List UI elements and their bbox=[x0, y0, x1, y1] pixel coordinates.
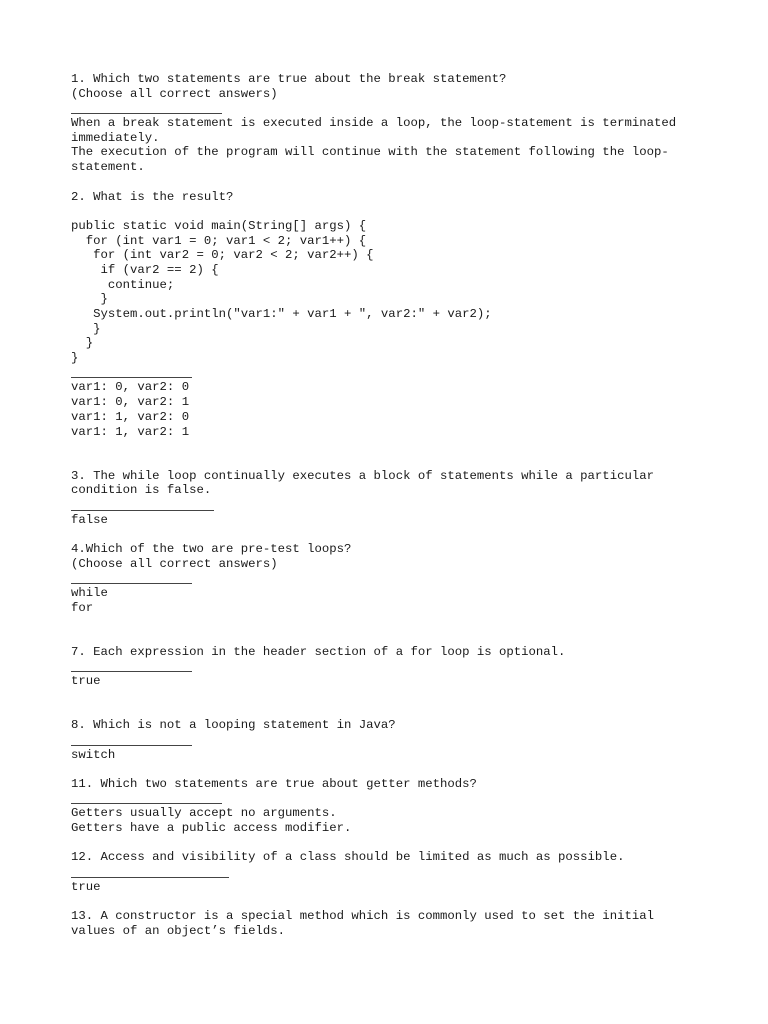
question-1-note: (Choose all correct answers) bbox=[71, 86, 278, 101]
answer-divider bbox=[71, 101, 711, 116]
answer-divider bbox=[71, 792, 711, 807]
question-3-text: condition is false. bbox=[71, 483, 212, 498]
answer-line: immediately. bbox=[71, 130, 160, 145]
answer-line: for bbox=[71, 600, 94, 615]
question-4 bbox=[71, 542, 711, 615]
answer-line: When a break statement is executed inside a loop, the loop-statement is terminated bbox=[71, 116, 677, 131]
question-4-text: 4.Which of the two are pre-test loops? bbox=[71, 542, 352, 556]
quiz-document bbox=[71, 72, 711, 939]
code-line: } bbox=[71, 292, 108, 307]
answer-line: while bbox=[71, 586, 108, 601]
code-line: for (int var1 = 0; var1 < 2; var1++) { bbox=[71, 233, 367, 248]
question-4-note: (Choose all correct answers) bbox=[71, 556, 278, 571]
question-2 bbox=[71, 190, 711, 440]
question-3 bbox=[71, 469, 711, 528]
answer-line: false bbox=[71, 512, 108, 527]
answer-line: true bbox=[71, 674, 101, 689]
question-12 bbox=[71, 850, 711, 894]
question-7 bbox=[71, 645, 711, 689]
answer-line: var1: 0, var2: 0 bbox=[71, 380, 190, 395]
answer-line: Getters have a public access modifier. bbox=[71, 821, 352, 836]
answer-line: true bbox=[71, 879, 101, 894]
question-13-text: values of an object’s fields. bbox=[71, 923, 286, 938]
answer-line: var1: 1, var2: 1 bbox=[71, 424, 190, 439]
question-13-text: 13. A constructor is a special method which is commonly used to set the initial bbox=[71, 909, 654, 924]
answer-line: The execution of the program will continue with the statement following the loop- bbox=[71, 145, 669, 160]
question-13 bbox=[71, 909, 711, 938]
code-line: } bbox=[71, 351, 79, 366]
answer-line: var1: 1, var2: 0 bbox=[71, 409, 190, 424]
answer-divider bbox=[71, 498, 711, 513]
question-8 bbox=[71, 718, 711, 762]
question-7-text: 7. Each expression in the header section of a for loop is optional. bbox=[71, 644, 566, 659]
answer-divider bbox=[71, 571, 711, 586]
question-12-text: 12. Access and visibility of a class should be limited as much as possible. bbox=[71, 850, 625, 865]
question-11 bbox=[71, 777, 711, 836]
answer-divider bbox=[71, 366, 711, 381]
question-1-text: 1. Which two statements are true about the break statement? bbox=[71, 72, 507, 86]
code-line: System.out.println("var1:" + var1 + ", var2:" + var2); bbox=[71, 307, 492, 321]
code-line: continue; bbox=[71, 277, 175, 292]
answer-divider bbox=[71, 865, 711, 880]
answer-line: Getters usually accept no arguments. bbox=[71, 806, 337, 821]
answer-line: var1: 0, var2: 1 bbox=[71, 395, 190, 410]
code-line: for (int var2 = 0; var2 < 2; var2++) { bbox=[71, 248, 374, 263]
answer-divider bbox=[71, 733, 711, 748]
question-2-text: 2. What is the result? bbox=[71, 189, 234, 204]
question-3-text: 3. The while loop continually executes a block of statements while a particular bbox=[71, 468, 654, 483]
question-8-text: 8. Which is not a looping statement in Java? bbox=[71, 718, 396, 733]
code-line: if (var2 == 2) { bbox=[71, 262, 219, 277]
code-line: public static void main(String[] args) { bbox=[71, 218, 367, 233]
answer-line: switch bbox=[71, 747, 116, 762]
code-line: } bbox=[71, 336, 94, 351]
question-1 bbox=[71, 72, 711, 175]
answer-line: statement. bbox=[71, 160, 145, 175]
code-line: } bbox=[71, 321, 101, 336]
question-11-text: 11. Which two statements are true about getter methods? bbox=[71, 777, 477, 791]
code-block bbox=[71, 219, 711, 366]
answer-divider bbox=[71, 660, 711, 675]
